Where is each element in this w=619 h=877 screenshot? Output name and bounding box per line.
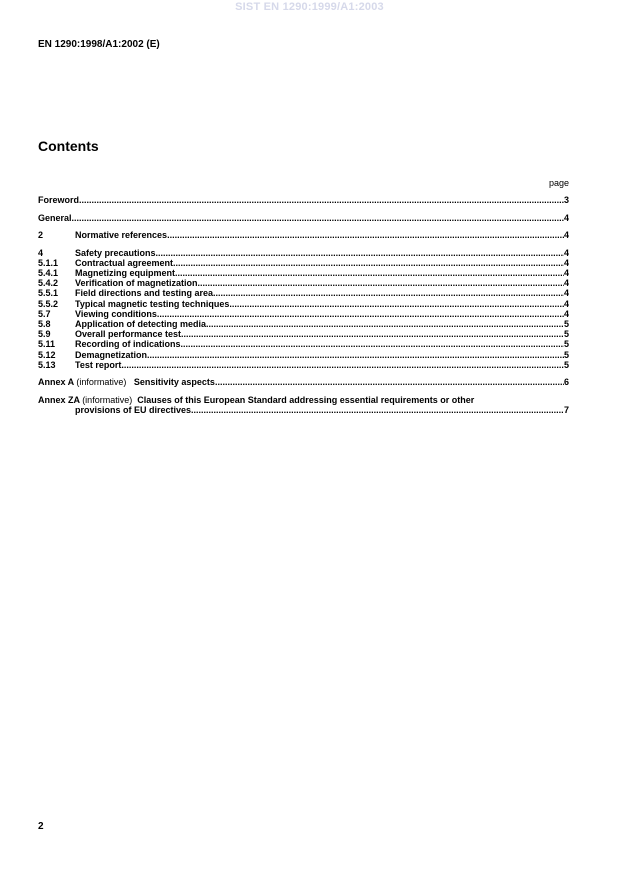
toc-label: Viewing conditions <box>75 308 157 319</box>
annex-type: (informative) <box>82 394 133 405</box>
toc-entry[interactable] <box>38 329 569 339</box>
toc-entry[interactable] <box>38 350 569 360</box>
toc-page: 4 <box>563 257 569 268</box>
footer-page-number: 2 <box>38 821 44 832</box>
leader-dots <box>156 248 564 258</box>
toc-label: Verification of magnetization <box>75 278 198 289</box>
toc-label: Application of detecting media <box>75 319 207 330</box>
toc-entry-annex-za-continued[interactable] <box>38 405 569 415</box>
leader-dots <box>167 230 564 240</box>
toc-page: 4 <box>563 212 569 223</box>
toc-entry-annex-za[interactable] <box>38 395 569 405</box>
toc-number: 5.1.1 <box>38 257 59 268</box>
toc-entry[interactable] <box>38 288 569 298</box>
toc-label: Safety precautions <box>75 247 156 258</box>
leader-dots <box>72 213 564 223</box>
toc-number: 5.11 <box>38 339 56 350</box>
leader-dots <box>181 329 564 339</box>
toc-page: 4 <box>563 247 569 258</box>
leader-dots <box>198 278 564 288</box>
toc-label: Overall performance test <box>75 329 182 340</box>
toc-entry[interactable] <box>38 278 569 288</box>
leader-dots <box>229 299 564 309</box>
toc-page: 4 <box>563 308 569 319</box>
table-of-contents <box>38 195 569 415</box>
toc-label: Recording of indications <box>75 339 181 350</box>
toc-entry[interactable] <box>38 319 569 329</box>
toc-number: 5.4.2 <box>38 278 59 289</box>
toc-number: 2 <box>38 230 44 241</box>
toc-page: 4 <box>563 298 569 309</box>
toc-label: Normative references <box>75 230 168 241</box>
annex-name: Annex A <box>38 377 74 388</box>
toc-number: 5.4.1 <box>38 268 59 279</box>
toc-page: 4 <box>563 230 569 241</box>
leader-dots <box>181 339 564 349</box>
annex-name: Annex ZA <box>38 394 80 405</box>
watermark: SIST EN 1290:1999/A1:2003 <box>235 1 384 13</box>
document-id: EN 1290:1998/A1:2002 (E) <box>38 39 160 50</box>
toc-entry-general[interactable] <box>38 213 569 223</box>
toc-number: 5.7 <box>38 308 51 319</box>
toc-entry[interactable] <box>38 268 569 278</box>
toc-entry[interactable] <box>38 339 569 349</box>
toc-page: 3 <box>563 195 569 205</box>
leader-dots <box>157 309 564 319</box>
toc-page: 5 <box>563 339 569 350</box>
toc-page: 4 <box>563 268 569 279</box>
toc-entry[interactable] <box>38 309 569 319</box>
toc-number: 4 <box>38 247 44 258</box>
leader-dots <box>213 288 564 298</box>
toc-entry-list <box>38 248 569 370</box>
toc-number: 5.9 <box>38 329 51 340</box>
toc-number: 5.5.1 <box>38 288 59 299</box>
toc-entry-annex-a[interactable] <box>38 377 569 387</box>
toc-label: Contractual agreement <box>75 257 174 268</box>
toc-label: Field directions and testing area <box>75 288 214 299</box>
toc-page: 5 <box>563 359 569 370</box>
toc-entry[interactable] <box>38 360 569 370</box>
leader-dots <box>79 195 564 205</box>
leader-dots <box>206 319 564 329</box>
toc-entry-normative-references[interactable] <box>38 230 569 240</box>
leader-dots <box>191 405 564 415</box>
page-title: Contents <box>38 138 99 154</box>
page-column-header: page <box>548 178 569 188</box>
toc-number: 5.5.2 <box>38 298 59 309</box>
toc-entry[interactable] <box>38 258 569 268</box>
toc-entry[interactable] <box>38 248 569 258</box>
toc-number: 5.8 <box>38 319 51 330</box>
leader-dots <box>173 258 564 268</box>
toc-page: 5 <box>563 349 569 360</box>
toc-label <box>38 377 215 387</box>
toc-label: Typical magnetic testing techniques <box>75 298 230 309</box>
toc-number: 5.12 <box>38 349 56 360</box>
toc-label: Magnetizing equipment <box>75 268 175 279</box>
annex-title: Sensitivity aspects <box>133 377 215 388</box>
leader-dots <box>121 360 564 370</box>
annex-title-continued: provisions of EU directives <box>75 405 192 416</box>
toc-page: 6 <box>563 377 569 388</box>
annex-type: (informative) <box>76 377 127 388</box>
toc-label: Test report <box>75 359 122 370</box>
toc-page: 4 <box>563 288 569 299</box>
toc-label: Foreword <box>38 195 80 205</box>
leader-dots <box>215 377 564 387</box>
toc-page: 5 <box>563 329 569 340</box>
toc-number: 5.13 <box>38 359 56 370</box>
toc-entry[interactable] <box>38 299 569 309</box>
toc-page: 7 <box>563 405 569 416</box>
toc-entry-foreword[interactable] <box>38 195 569 205</box>
toc-label: Demagnetization <box>75 349 148 360</box>
toc-page: 5 <box>563 319 569 330</box>
toc-page: 4 <box>563 278 569 289</box>
leader-dots <box>147 350 564 360</box>
toc-label: General <box>38 212 72 223</box>
annex-title: Clauses of this European Standard addressing essential requirements or other <box>137 394 475 405</box>
leader-dots <box>175 268 564 278</box>
